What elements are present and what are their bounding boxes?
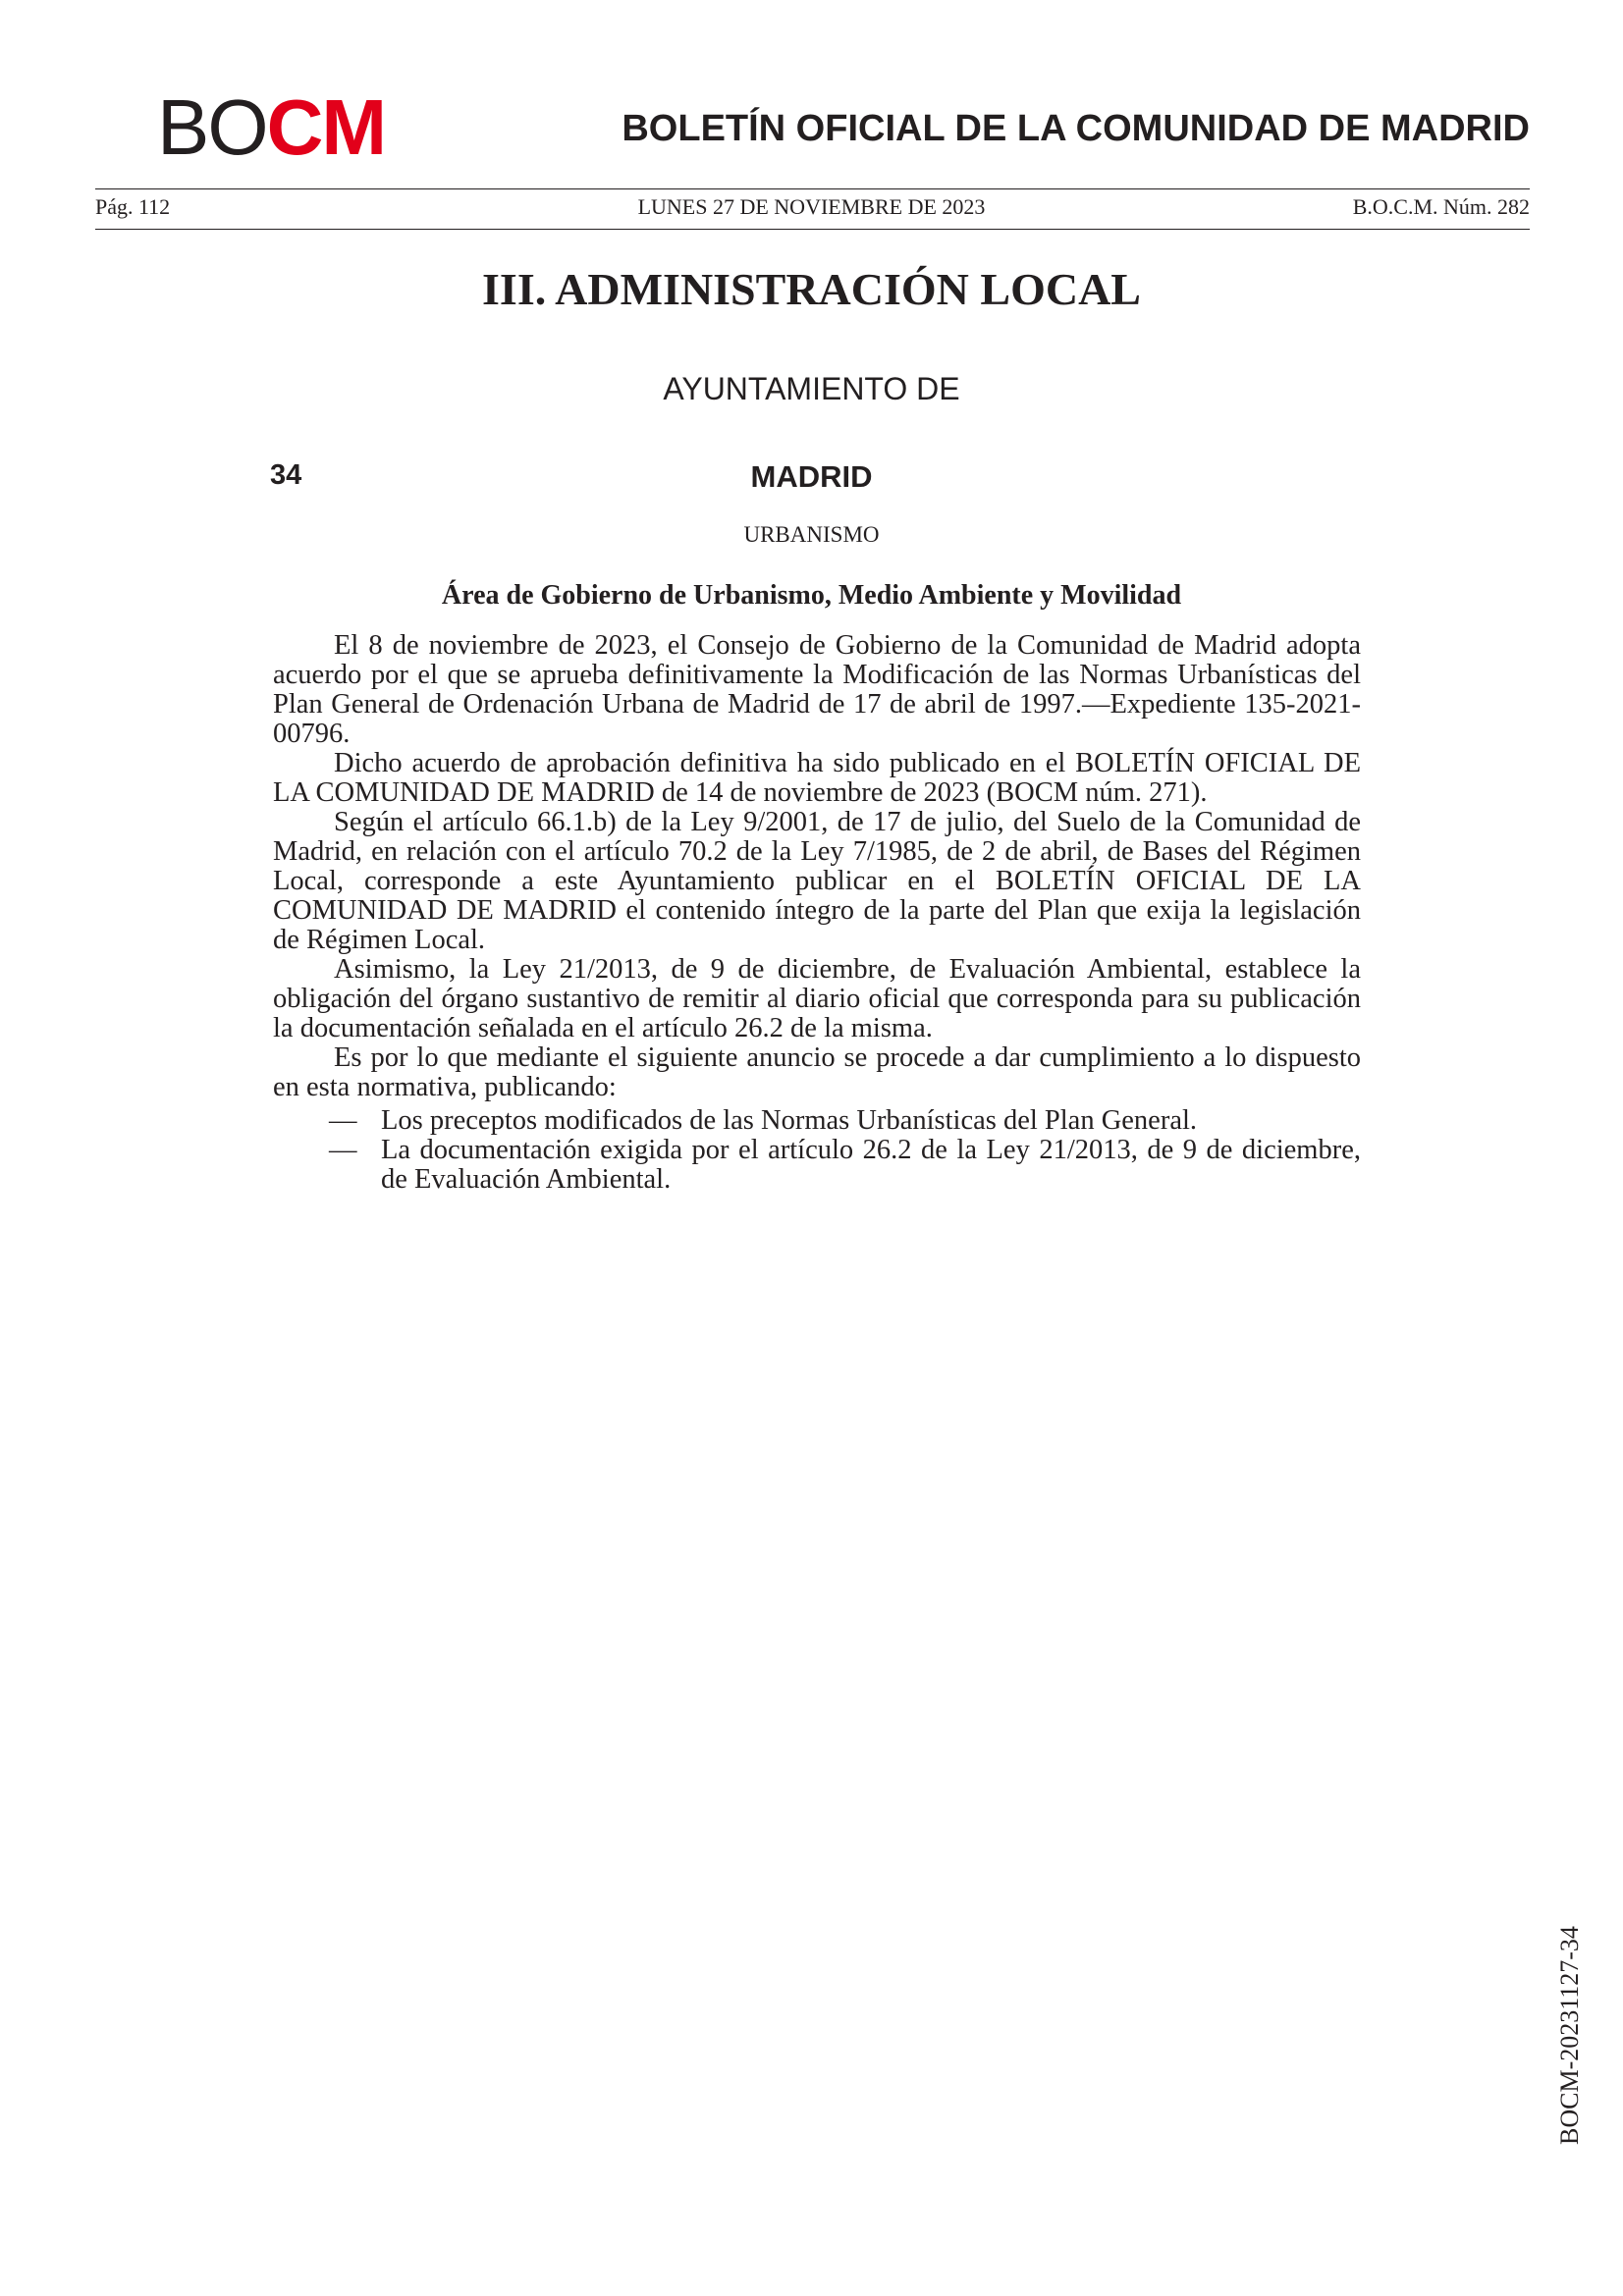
bocm-logo (157, 83, 386, 171)
list-item (273, 1136, 1361, 1195)
municipality-name: MADRID (750, 459, 873, 494)
masthead-title: BOLETÍN OFICIAL DE LA COMUNIDAD DE MADRID (622, 108, 1530, 149)
paragraph: Asimismo, la Ley 21/2013, de 9 de diciembre, de Evaluación Ambiental, establece la obligación del órgano sustantivo de remitir al diario oficial que corresponda para su publicación la documentación señalada en el artículo 26.2 de la misma. (273, 954, 1361, 1043)
logo-cm: CM (266, 83, 386, 171)
subject-label: URBANISMO (743, 522, 880, 547)
announcement-number: 34 (270, 459, 302, 491)
section-title: III. ADMINISTRACIÓN LOCAL (482, 264, 1141, 314)
ayuntamiento-label: AYUNTAMIENTO DE (663, 371, 960, 406)
header-rule-top (95, 188, 1530, 189)
published-items-list (273, 1106, 1361, 1195)
paragraph: El 8 de noviembre de 2023, el Consejo de Gobierno de la Comunidad de Madrid adopta acuerdo por el que se aprueba definitivamente la Modificación de las Normas Urbanísticas del Plan General de Ordenación Urbana de Madrid de 17 de abril de 1997.—Expediente 135-2021-00796. (273, 630, 1361, 749)
list-item (273, 1106, 1361, 1136)
header-rule-bottom (95, 229, 1530, 230)
paragraph: Dicho acuerdo de aprobación definitiva ha sido publicado en el BOLETÍN OFICIAL DE LA COMUNIDAD DE MADRID de 14 de noviembre de 2023 (BOCM núm. 271). (273, 748, 1361, 808)
list-dash: — (329, 1135, 357, 1165)
paragraph: Según el artículo 66.1.b) de la Ley 9/2001, de 17 de julio, del Suelo de la Comunidad de Madrid, en relación con el artículo 70.2 de la Ley 7/1985, de 2 de abril, de Bases del Régimen Local, corresponde a este Ayuntamiento publicar en el BOLETÍN OFICIAL DE LA COMUNIDAD DE MADRID el contenido íntegro de la parte del Plan que exija la legislación de Régimen Local. (273, 807, 1361, 955)
page-number: Pág. 112 (95, 194, 171, 219)
list-item-text: Los preceptos modificados de las Normas Urbanísticas del Plan General. (381, 1105, 1198, 1136)
issue-date: LUNES 27 DE NOVIEMBRE DE 2023 (637, 194, 986, 219)
government-area: Área de Gobierno de Urbanismo, Medio Ambiente y Movilidad (441, 580, 1182, 611)
paragraph: Es por lo que mediante el siguiente anuncio se procede a dar cumplimiento a lo dispuesto en esta normativa, publicando: (273, 1042, 1361, 1102)
logo-bo: BO (157, 83, 267, 171)
side-code-text: BOCM-20231127-34 (1555, 1926, 1584, 2145)
list-dash: — (329, 1105, 357, 1136)
issue-number: B.O.C.M. Núm. 282 (1352, 194, 1530, 219)
announcement-body (273, 631, 1361, 1195)
list-item-text: La documentación exigida por el artículo 26.2 de la Ley 21/2013, de 9 de diciembre, de Evaluación Ambiental. (381, 1135, 1361, 1195)
